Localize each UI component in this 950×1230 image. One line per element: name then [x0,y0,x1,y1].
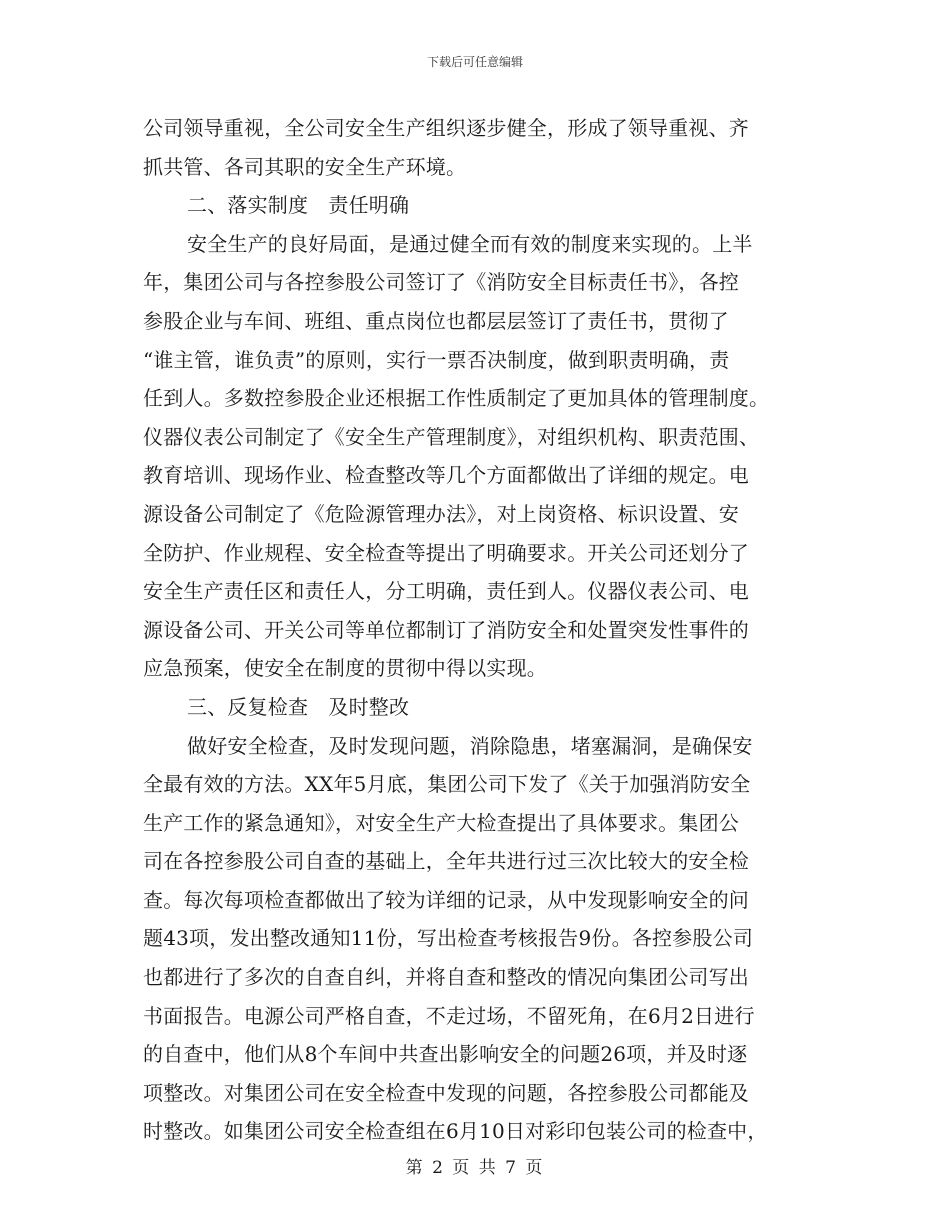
text-line: 安全生产的良好局面，是通过健全而有效的制度来实现的。上半 [187,231,753,256]
text-line: 项整改。对集团公司在安全检查中发现的问题，各控参股公司都能及 [143,1080,749,1105]
section-heading: 三、反复检查 及时整改 [187,694,410,719]
text-line: 抓共管、各司其职的安全生产环境。 [143,154,467,179]
text-line: 源设备公司、开关公司等单位都制订了消防安全和处置突发性事件的 [143,617,749,642]
text-line: 书面报告。电源公司严格自查，不走过场，不留死角，在6月2日进行 [143,1003,755,1028]
document-body [143,109,811,1151]
text-line: 公司领导重视，全公司安全生产组织逐步健全，形成了领导重视、齐 [143,116,749,140]
text-line: 应急预案，使安全在制度的贯彻中得以实现。 [143,656,547,681]
text-line: 做好安全检查，及时发现问题，消除隐患，堵塞漏洞，是确保安 [187,733,753,758]
page-number: 第 2 页 共 7 页 [405,1158,545,1178]
text-line: “谁主管，谁负责”的原则，实行一票否决制度，做到职责明确，责 [143,347,730,372]
text-line: 仪器仪表公司制定了《安全生产管理制度》，对组织机构、职责范围、 [143,424,760,449]
section-heading: 二、落实制度 责任明确 [187,193,410,218]
text-line: 生产工作的紧急通知》，对安全生产大检查提出了具体要求。集团公 [143,810,739,835]
text-line: 年，集团公司与各控参股公司签订了《消防安全目标责任书》，各控 [143,270,739,295]
text-line: 任到人。多数控参股企业还根据工作性质制定了更加具体的管理制度。 [143,386,770,411]
text-line: 司在各控参股公司自查的基础上，全年共进行过三次比较大的安全检 [143,849,749,874]
text-line: 全最有效的方法。XX年5月底，集团公司下发了《关于加强消防安全 [143,772,751,797]
text-line: 也都进行了多次的自查自纠，并将自查和整改的情况向集团公司写出 [143,965,749,990]
text-line: 时整改。如集团公司安全检查组在6月10日对彩印包装公司的检查中， [143,1119,768,1144]
text-line: 题43项，发出整改通知11份，写出检查考核报告9份。各控参股公司 [143,926,754,951]
text-line: 查。每次每项检查都做出了较为详细的记录，从中发现影响安全的问 [143,887,749,912]
text-line: 教育培训、现场作业、检查整改等几个方面都做出了详细的规定。电 [143,463,749,488]
text-line: 参股企业与车间、班组、重点岗位也都层层签订了责任书，贯彻了 [143,308,729,333]
page-header: 下载后可任意编辑 [426,55,523,69]
text-line: 的自查中，他们从8个车间中共查出影响安全的问题26项，并及时逐 [143,1042,748,1067]
text-line: 源设备公司制定了《危险源管理办法》，对上岗资格、标识设置、安 [143,501,739,526]
text-line: 安全生产责任区和责任人，分工明确，责任到人。仪器仪表公司、电 [143,579,749,604]
text-line: 全防护、作业规程、安全检查等提出了明确要求。开关公司还划分了 [143,540,749,565]
